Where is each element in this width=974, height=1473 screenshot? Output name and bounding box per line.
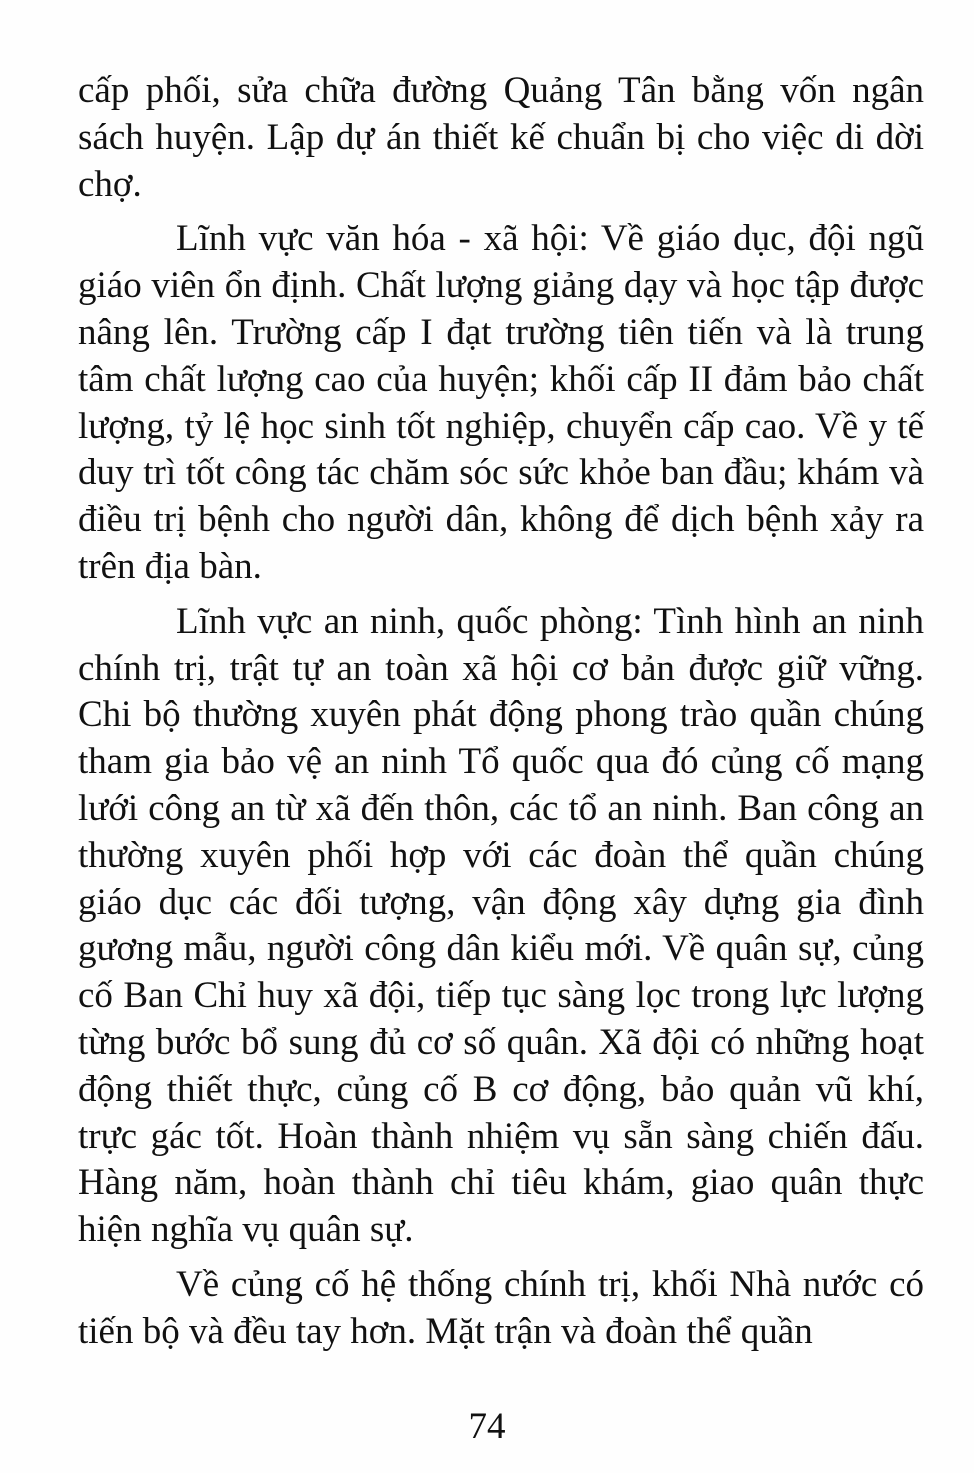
- page-number: 74: [468, 1406, 506, 1447]
- paragraph-continuation: cấp phối, sửa chữa đường Quảng Tân bằng vốn ngân sách huyện. Lập dự án thiết kế chuẩn bị cho việc di dời chợ.: [78, 70, 924, 205]
- body-text: [78, 68, 924, 1364]
- paragraph-culture-society: Lĩnh vực văn hóa - xã hội: Về giáo dục, đội ngũ giáo viên ổn định. Chất lượng giảng dạy và học tập được nâng lên. Trường cấp I đạt trường tiên tiến và là trung tâm chất lượng cao của huyện; khối cấp II đảm bảo chất lượng, tỷ lệ học sinh tốt nghiệp, chuyển cấp cao. Về y tế duy trì tốt công tác chăm sóc sức khỏe ban đầu; khám và điều trị bệnh cho người dân, không để dịch bệnh xảy ra trên địa bàn.: [78, 218, 924, 587]
- paragraph-political-system: Về củng cố hệ thống chính trị, khối Nhà nước có tiến bộ và đều tay hơn. Mặt trận và đoàn thể quần: [78, 1263, 924, 1352]
- paragraph-security-defense: Lĩnh vực an ninh, quốc phòng: Tình hình an ninh chính trị, trật tự an toàn xã hội cơ bản được giữ vững. Chi bộ thường xuyên phát động phong trào quần chúng tham gia bảo vệ an ninh Tổ quốc qua đó củng cố mạng lưới công an từ xã đến thôn, các tổ an ninh. Ban công an thường xuyên phối hợp với các đoàn thể quần chúng giáo dục các đối tượng, vận động xây dựng gia đình gương mẫu, người công dân kiểu mới. Về quân sự, củng cố Ban Chỉ huy xã đội, tiếp tục sàng lọc trong lực lượng từng bước bổ sung đủ cơ số quân. Xã đội có những hoạt động thiết thực, củng cố B cơ động, bảo quản vũ khí, trực gác tốt. Hoàn thành nhiệm vụ sẵn sàng chiến đấu. Hàng năm, hoàn thành chỉ tiêu khám, giao quân thực hiện nghĩa vụ quân sự.: [78, 600, 924, 1251]
